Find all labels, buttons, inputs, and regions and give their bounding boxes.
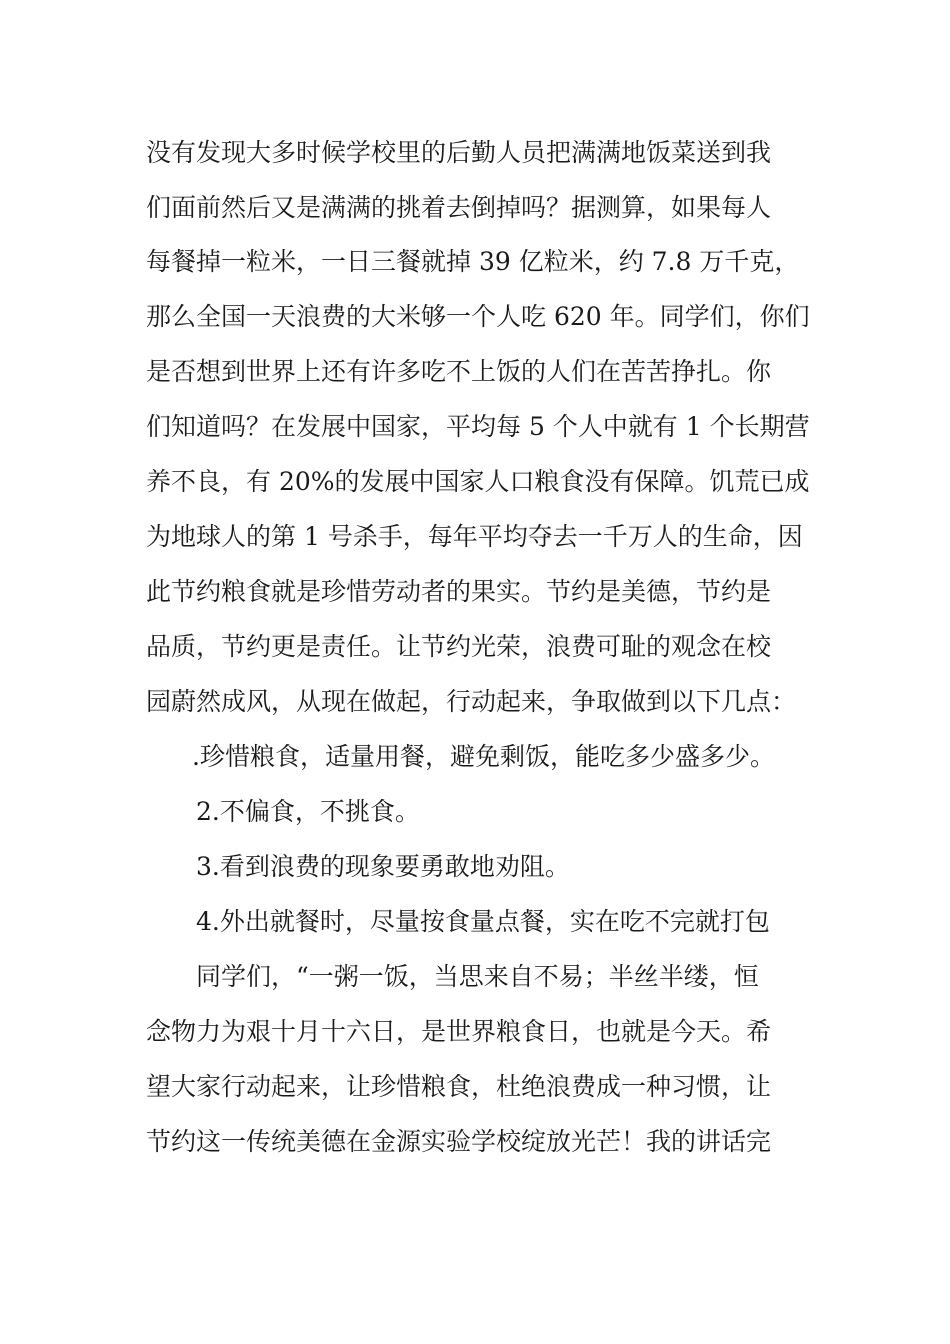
text-line-8: 为地球人的第 1 号杀手，每年平均夺去一千万人的生命，因 [146, 522, 803, 551]
text-line-1: 没有发现大多时候学校里的后勤人员把满满地饭菜送到我 [146, 138, 772, 167]
text-line-17: 念物力为艰十月十六日，是世界粮食日，也就是今天。希 [146, 1017, 772, 1046]
text-line-18: 望大家行动起来，让珍惜粮食，杜绝浪费成一种习惯，让 [146, 1072, 772, 1101]
text-line-7: 养不良，有 20%的发展中国家人口粮食没有保障。饥荒已成 [146, 467, 810, 496]
text-line-2: 们面前然后又是满满的挑着去倒掉吗？据测算，如果每人 [146, 193, 772, 222]
text-line-10: 品质，节约更是责任。让节约光荣，浪费可耻的观念在校 [146, 632, 772, 661]
text-line-19: 节约这一传统美德在金源实验学校绽放光芒！我的讲话完 [146, 1127, 772, 1156]
text-line-5: 是否想到世界上还有许多吃不上饭的人们在苦苦挣扎。你 [146, 357, 772, 386]
text-line-11: 园蔚然成风，从现在做起，行动起来，争取做到以下几点： [146, 687, 797, 716]
list-item-1: .珍惜粮食，适量用餐，避免剩饭，能吃多少盛多少。 [192, 742, 775, 771]
list-item-2: 2.不偏食，不挑食。 [196, 797, 420, 826]
text-line-16: 同学们，“一粥一饭，当思来自不易；半丝半缕，恒 [196, 962, 759, 991]
text-line-6: 们知道吗？在发展中国家，平均每 5 个人中就有 1 个长期营 [146, 412, 810, 441]
text-line-9: 此节约粮食就是珍惜劳动者的果实。节约是美德，节约是 [146, 577, 772, 606]
list-item-4: 4.外出就餐时，尽量按食量点餐，实在吃不完就打包 [196, 907, 770, 936]
text-line-4: 那么全国一天浪费的大米够一个人吃 620 年。同学们，你们 [146, 302, 810, 331]
list-item-3: 3.看到浪费的现象要勇敢地劝阻。 [196, 852, 570, 881]
text-line-3: 每餐掉一粒米，一日三餐就掉 39 亿粒米，约 7.8 万千克， [146, 247, 800, 276]
